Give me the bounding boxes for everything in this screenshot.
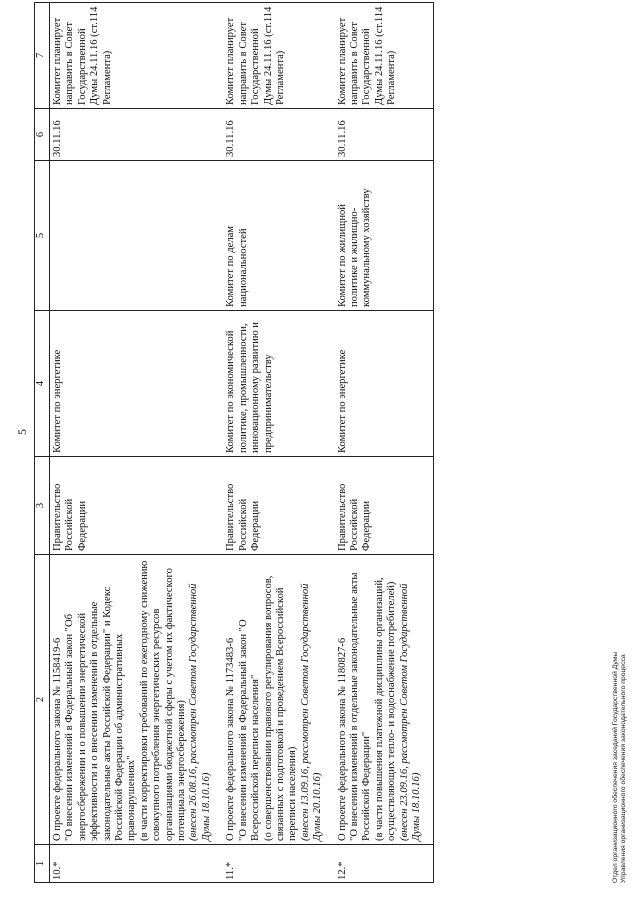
- co-executor-committee: [50, 161, 224, 311]
- agenda-table: [34, 2, 434, 883]
- bill-description: [50, 555, 224, 845]
- column-header-5: 5: [35, 161, 50, 311]
- plan-note: Комитет планирует направить в Совет Государственной Думы 24.11.16 (ст.114 Регламента): [335, 3, 434, 109]
- column-header-1: 1: [35, 845, 50, 883]
- bill-scope: (о совершенствовании правового регулирования вопросов, связанных с подготовкой и проведением Всероссийской переписи населения): [262, 575, 299, 841]
- page-number: 5: [15, 429, 29, 435]
- column-header-4: 4: [35, 311, 50, 457]
- bill-submission-note: (внесен 23.09.16, рассмотрен Советом Государственной Думы 18.10.16): [398, 583, 422, 841]
- row-number: 11.*: [223, 845, 334, 883]
- co-executor-committee: Комитет по делам национальностей: [223, 161, 334, 311]
- row-number: 10.*: [50, 845, 224, 883]
- bill-title: "О внесении изменений в Федеральный закон "О Всероссийской переписи населения": [237, 619, 262, 841]
- bill-description: [335, 555, 434, 845]
- responsible-committee: Комитет по энергетике: [50, 311, 224, 457]
- plan-note: Комитет планирует направить в Совет Государственной Думы 24.11.16 (ст.114 Регламента): [223, 3, 334, 109]
- bill-scope: (в части корректировки требований по ежегодному снижению совокупного потребления энергетических ресурсов организациями бюджетной сферы с учетом их фактического потенциала энергосбережения): [138, 560, 188, 841]
- responsible-committee: Комитет по энергетике: [335, 311, 434, 457]
- row-number: 12.*: [335, 845, 434, 883]
- table-row: [223, 3, 334, 883]
- due-date: 30.11.16: [50, 109, 224, 161]
- bill-intro: О проекте федерального закона № 1173483-6: [225, 637, 237, 841]
- column-header-6: 6: [35, 109, 50, 161]
- footer-department: [612, 652, 628, 883]
- bill-intro: О проекте федерального закона № 1158419-6: [52, 637, 63, 841]
- column-header-2: 2: [35, 555, 50, 845]
- bill-initiator: Правительство Российской Федерации: [50, 457, 224, 555]
- column-header-3: 3: [35, 457, 50, 555]
- table-row: [335, 3, 434, 883]
- bill-title: "О внесении изменений в Федеральный закон "Об энергосбережении и о повышении энергетической эффективности и о внесении изменений в отдельные законодательные акты Российской Федерации" и Кодекс Российской Федерации об административных правонарушениях": [64, 586, 138, 841]
- bill-submission-note: (внесен 13.09.16, рассмотрен Советом Государственной Думы 20.10.16): [299, 583, 324, 841]
- co-executor-committee: Комитет по жилищной политике и жилищно-коммунальному хозяйству: [335, 161, 434, 311]
- plan-note: Комитет планирует направить в Совет Государственной Думы 24.11.16 (ст.114 Регламента): [50, 3, 224, 109]
- due-date: 30.11.16: [223, 109, 334, 161]
- bill-intro: О проекте федерального закона № 1180827-6: [336, 637, 348, 841]
- due-date: 30.11.16: [335, 109, 434, 161]
- bill-scope: (в части повышения платежной дисциплины организаций, осуществляющих тепло- и водоснабжение потребителей): [373, 577, 398, 841]
- bill-title: "О внесении изменений в отдельные законодательные акты Российской Федерации": [348, 572, 373, 841]
- footer-line-1: Отдел организационного обеспечения заседаний Государственной Думы: [612, 651, 619, 883]
- column-header-7: 7: [35, 3, 50, 109]
- responsible-committee: Комитет по экономической политике, промышленности, инновационному развитию и предпринимательству: [223, 311, 334, 457]
- bill-initiator: Правительство Российской Федерации: [223, 457, 334, 555]
- bill-description: [223, 555, 334, 845]
- table-row: [50, 3, 224, 883]
- bill-initiator: Правительство Российской Федерации: [335, 457, 434, 555]
- header-row: [35, 3, 50, 883]
- bill-submission-note: (внесен 26.08.16, рассмотрен Советом Государственной Думы 18.10.16): [188, 583, 212, 841]
- footer-line-2: Управления организационного обеспечения законодательного процесса: [620, 654, 627, 883]
